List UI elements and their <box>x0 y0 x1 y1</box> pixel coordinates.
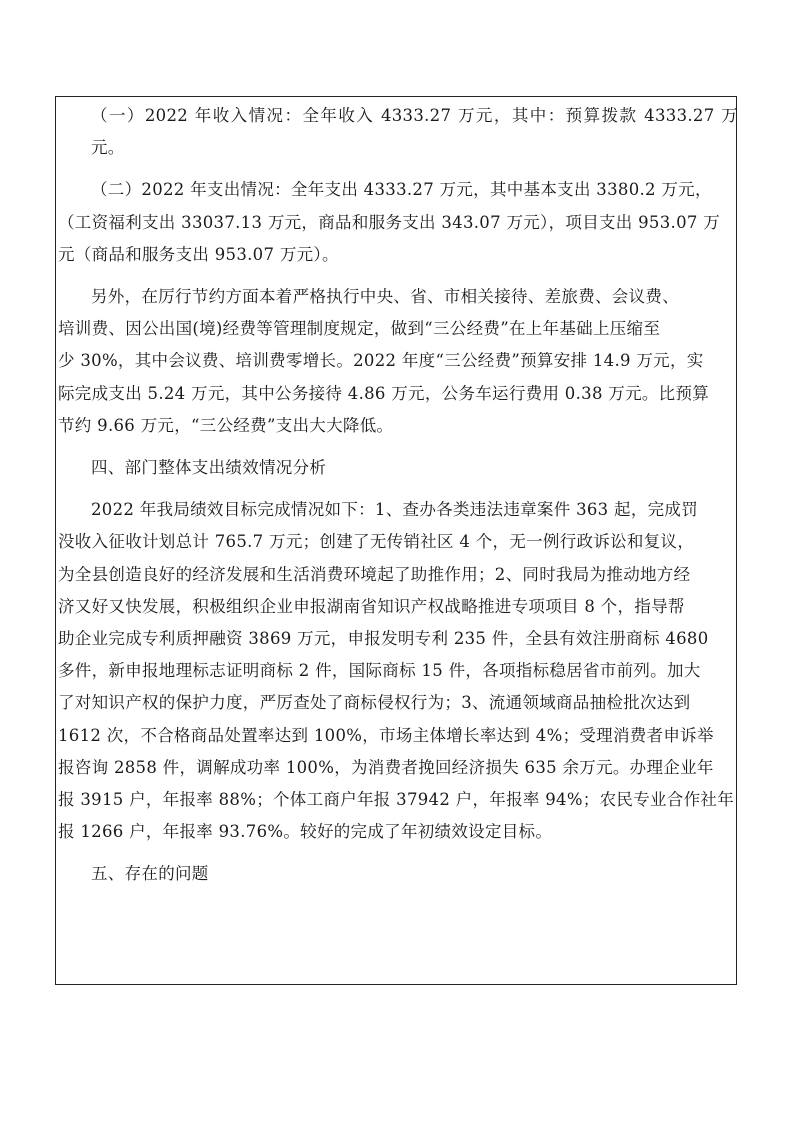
text-line: 报 3915 户，年报率 88%；个体工商户年报 37942 户，年报率 94%；农民专业合作社年 <box>58 790 734 810</box>
text-line: （二）2022 年支出情况：全年支出 4333.27 万元，其中基本支出 3380.2 万元， <box>91 180 712 200</box>
text-line: 少 30%，其中会议费、培训费零增长。2022 年度“三公经费”预算安排 14.9 万元，实 <box>58 351 704 371</box>
text-line: 没收入征收计划总计 765.7 万元；创建了无传销社区 4 个，无一例行政诉讼和复议， <box>58 532 695 552</box>
text-line: 1612 次，不合格商品处置率达到 100%，市场主体增长率达到 4%；受理消费者申诉举 <box>58 725 714 745</box>
text-line: 助企业完成专利质押融资 3869 万元，申报发明专利 235 件，全县有效注册商标 4680 <box>58 629 709 649</box>
text-line: 另外，在厉行节约方面本着严格执行中央、省、市相关接待、差旅费、会议费、 <box>91 287 679 307</box>
section-heading-existing-problems <box>58 858 738 890</box>
paragraph-performance-results <box>58 494 738 848</box>
text-line: 报咨询 2858 件，调解成功率 100%，为消费者挽回经济损失 635 余万元。办理企业年 <box>58 757 714 777</box>
text-line: 际完成支出 5.24 万元，其中公务接待 4.86 万元，公务车运行费用 0.38 万元。比预算 <box>58 383 710 403</box>
section-heading-performance-analysis <box>58 452 738 484</box>
text-line: 济又好又快发展，积极组织企业申报湖南省知识产权战略推进专项项目 8 个，指导帮 <box>58 596 685 616</box>
text-line: 多件，新申报地理标志证明商标 2 件，国际商标 15 件，各项指标稳居省市前列。加大 <box>58 661 701 681</box>
paragraph-income <box>58 100 738 164</box>
text-line: 为全县创造良好的经济发展和生活消费环境起了助推作用；2、同时我局为推动地方经 <box>58 564 691 584</box>
text-line: 四、部门整体支出绩效情况分析 <box>91 458 327 478</box>
paragraph-expenditure <box>58 174 738 271</box>
text-line: 培训费、因公出国(境)经费等管理制度规定，做到“三公经费”在上年基础上压缩至 <box>58 319 661 339</box>
paragraph-three-public-expenses <box>58 281 738 442</box>
text-line: 报 1266 户，年报率 93.76%。较好的完成了年初绩效设定目标。 <box>58 822 553 842</box>
document-body <box>58 100 738 891</box>
text-line: 元（商品和服务支出 953.07 万元）。 <box>58 244 339 264</box>
text-line: 节约 9.66 万元，“三公经费”支出大大降低。 <box>58 415 394 435</box>
text-line: （工资福利支出 33037.13 万元，商品和服务支出 343.07 万元），项目支出 953.07 万 <box>58 212 721 232</box>
text-line: 五、存在的问题 <box>91 864 209 884</box>
text-line: 2022 年我局绩效目标完成情况如下：1、查办各类违法违章案件 363 起，完成罚 <box>91 500 699 520</box>
text-line: （一）2022 年收入情况：全年收入 4333.27 万元，其中：预算拨款 4333.27 万元。 <box>91 106 738 158</box>
text-line: 了对知识产权的保护力度，严厉查处了商标侵权行为；3、流通领域商品抽检批次达到 <box>58 693 691 713</box>
